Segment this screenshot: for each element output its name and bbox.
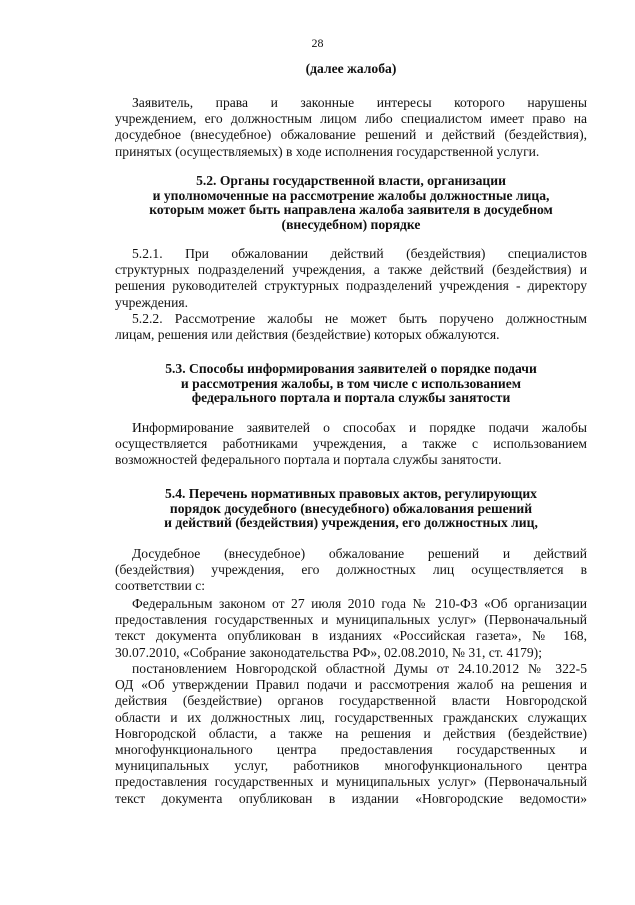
heading-line: и действий (бездействия) учреждения, его должностных лиц, bbox=[164, 515, 538, 530]
text-line: Досудебное (внесудебное) обжалование решений и действий bbox=[132, 546, 587, 561]
text-line: осуществляется работниками учреждения, а также с использованием bbox=[115, 436, 587, 452]
paragraph-federal-law bbox=[115, 596, 587, 661]
heading-line: (внесудебном) порядке bbox=[281, 216, 421, 232]
text-line: постановлением Новгородской областной Думы от 24.10.2012 № 322-5 bbox=[132, 661, 587, 676]
text-line: лицам, решения или действия (бездействие) которых обжалуются. bbox=[115, 327, 500, 343]
section-heading-5-4 bbox=[115, 487, 587, 531]
text-line: ОД «Об утверждении Правил подачи и рассмотрения жалоб на решения и bbox=[115, 677, 587, 693]
heading-line: 5.2. Органы государственной власти, организации bbox=[196, 173, 506, 188]
heading-line: которым может быть направлена жалоба заявителя в досудебном bbox=[149, 202, 553, 217]
text-line: действия (бездействие) органов государственной власти Новгородской bbox=[115, 693, 587, 709]
text-line: Информирование заявителей о способах и порядке подачи жалобы bbox=[132, 420, 587, 435]
text-line: возможностей федерального портала и портала службы занятости. bbox=[115, 452, 502, 468]
heading-line: 5.3. Способы информирования заявителей о порядке подачи bbox=[165, 361, 537, 376]
paragraph-5-2-2 bbox=[115, 311, 587, 343]
text-line: Федеральным законом от 27 июля 2010 года № 210-ФЗ «Об организации bbox=[132, 596, 587, 611]
paragraph-informing bbox=[115, 420, 587, 469]
heading-line: федерального портала и портала службы занятости bbox=[191, 390, 511, 405]
text-line: досудебное (внесудебное) обжалование решений и действий (бездействия), bbox=[115, 127, 587, 143]
text-line: соответствии с: bbox=[115, 578, 206, 594]
paragraph-applicant-rights bbox=[115, 95, 587, 160]
text-line: решения руководителей структурных подразделений учреждения - директору bbox=[115, 278, 587, 294]
paragraph-pretrial-appeal bbox=[115, 546, 587, 595]
text-line: Заявитель, права и законные интересы которого нарушены bbox=[132, 95, 587, 110]
text-line: текст документа опубликован в изданиях «Российская газета», № 168, bbox=[115, 628, 587, 644]
text-line: структурных подразделений учреждения, а также действий (бездействия) и bbox=[115, 262, 587, 278]
text-line: многофункционального центра предоставления государственных и bbox=[115, 742, 587, 758]
text-line: 30.07.2010, «Собрание законодательства РФ», 02.08.2010, № 31, ст. 4179); bbox=[115, 644, 542, 660]
section-heading-5-2 bbox=[115, 174, 587, 232]
section-heading-5-3 bbox=[115, 362, 587, 406]
text-line: принятых (осуществляемых) в ходе исполнения государственной услуги. bbox=[115, 143, 540, 159]
text-line: предоставления государственных и муниципальных услуг» (Первоначальный bbox=[115, 774, 587, 790]
heading-line: порядок досудебного (внесудебного) обжалования решений bbox=[169, 500, 533, 516]
page-number: 28 bbox=[311, 36, 324, 50]
text-line: Новгородской области, а также на решения и действия (бездействие) bbox=[115, 725, 587, 741]
text-line: текст документа опубликован в издании «Новгородские ведомости» bbox=[115, 790, 587, 806]
text-line: учреждения. bbox=[115, 294, 189, 310]
paragraph-regional-decree bbox=[115, 661, 587, 807]
text-line: муниципальных услуг, работников многофункционального центра bbox=[115, 758, 587, 774]
text-line: (бездействия) учреждения, его должностных лиц осуществляется в bbox=[115, 562, 587, 578]
text-line: области и их должностных лиц, государственных гражданских служащих bbox=[115, 709, 587, 725]
text-line: предоставления государственных и муниципальных услуг» (Первоначальный bbox=[115, 612, 587, 628]
text-line: учреждением, его должностным лицом либо специалистом имеет право на bbox=[115, 111, 587, 127]
paragraph-5-2-1 bbox=[115, 246, 587, 311]
heading-line: и рассмотрения жалобы, в том числе с использованием bbox=[180, 375, 522, 391]
text-line: 5.2.2. Рассмотрение жалобы не может быть поручено должностным bbox=[132, 311, 587, 326]
text-line: 5.2.1. При обжаловании действий (бездействия) специалистов bbox=[132, 246, 587, 261]
continued-heading: (далее жалоба) bbox=[305, 61, 397, 76]
heading-line: 5.4. Перечень нормативных правовых актов, регулирующих bbox=[165, 486, 537, 501]
heading-line: и уполномоченные на рассмотрение жалобы должностные лица, bbox=[152, 187, 550, 203]
